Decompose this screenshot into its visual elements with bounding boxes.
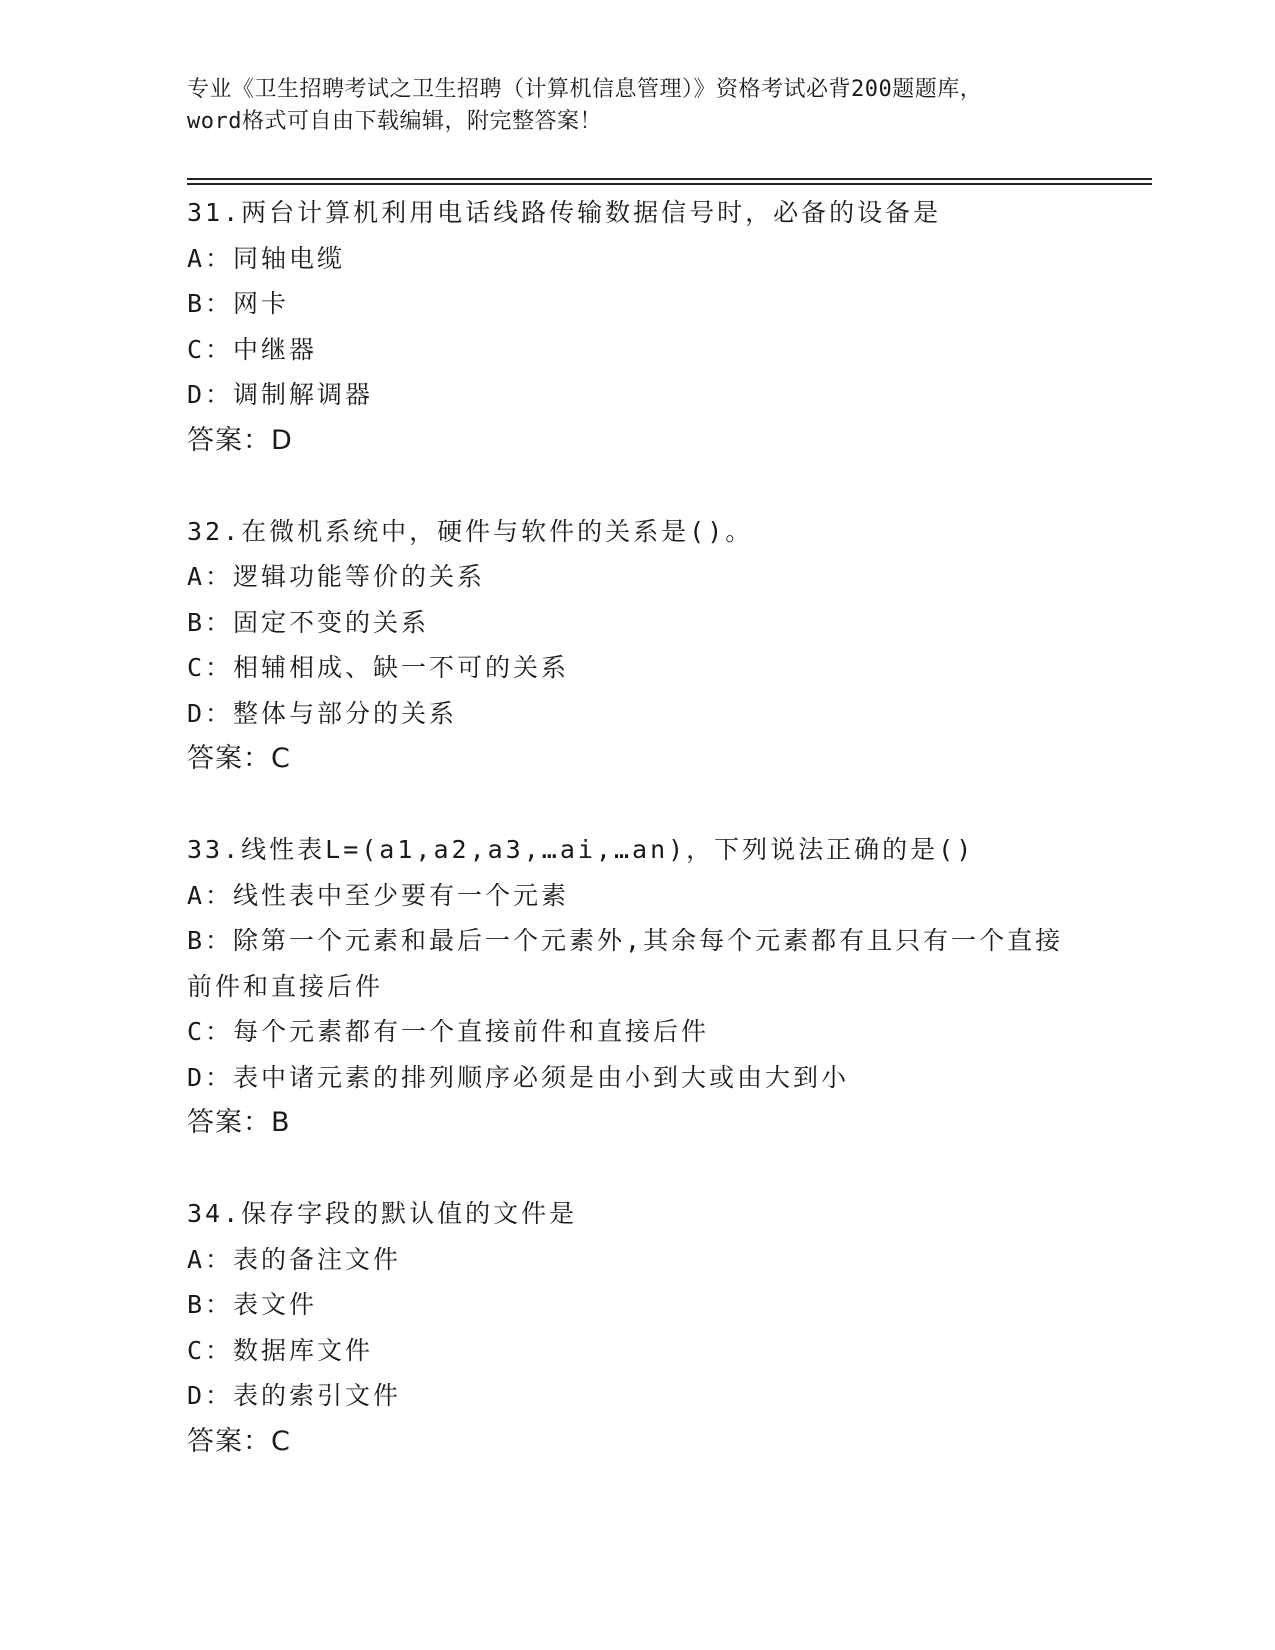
option-a: A：线性表中至少要有一个元素	[187, 880, 570, 910]
option-c: C：相辅相成、缺一不可的关系	[187, 653, 570, 682]
document-header	[187, 74, 1087, 138]
question-stem: 32.在微机系统中，硬件与软件的关系是()。	[187, 516, 754, 546]
option-c: C：每个元素都有一个直接前件和直接后件	[187, 1017, 710, 1046]
option-c: C：中继器	[187, 334, 318, 364]
header-line-1: 专业《卫生招聘考试之卫生招聘（计算机信息管理）》资格考试必背200题题库，	[187, 77, 983, 102]
option-c: C：数据库文件	[187, 1335, 374, 1365]
option-d: D：整体与部分的关系	[187, 698, 458, 728]
header-divider-top	[187, 178, 1152, 180]
answer: 答案：D	[187, 424, 293, 456]
option-b: B：除第一个元素和最后一个元素外,其余每个元素都有且只有一个直接前件和直接后件	[187, 926, 1064, 1001]
option-a: A：表的备注文件	[187, 1244, 402, 1274]
option-d: D：调制解调器	[187, 380, 374, 409]
option-b: B：表文件	[187, 1290, 318, 1319]
question-32	[187, 509, 1087, 783]
question-stem: 31.两台计算机利用电话线路传输数据信号时，必备的设备是	[187, 198, 942, 227]
question-list	[187, 190, 1087, 1510]
option-d: D：表的索引文件	[187, 1381, 402, 1410]
option-b: B：固定不变的关系	[187, 607, 430, 637]
option-a: A：逻辑功能等价的关系	[187, 562, 486, 591]
question-stem: 34.保存字段的默认值的文件是	[187, 1199, 578, 1228]
option-d: D：表中诸元素的排列顺序必须是由小到大或由大到小	[187, 1062, 850, 1092]
question-31	[187, 190, 1087, 464]
question-34	[187, 1191, 1087, 1465]
answer: 答案：C	[187, 1425, 291, 1457]
option-a: A：同轴电缆	[187, 243, 346, 273]
question-stem: 33.线性表L=(a1,a2,a3,…ai,…an)，下列说法正确的是()	[187, 835, 975, 864]
answer: 答案：B	[187, 1107, 291, 1138]
question-33	[187, 827, 1087, 1146]
header-line-2: word格式可自由下载编辑，附完整答案！	[187, 109, 602, 134]
option-b: B：网卡	[187, 289, 290, 318]
answer: 答案：C	[187, 743, 291, 774]
header-divider-bottom	[187, 183, 1152, 185]
